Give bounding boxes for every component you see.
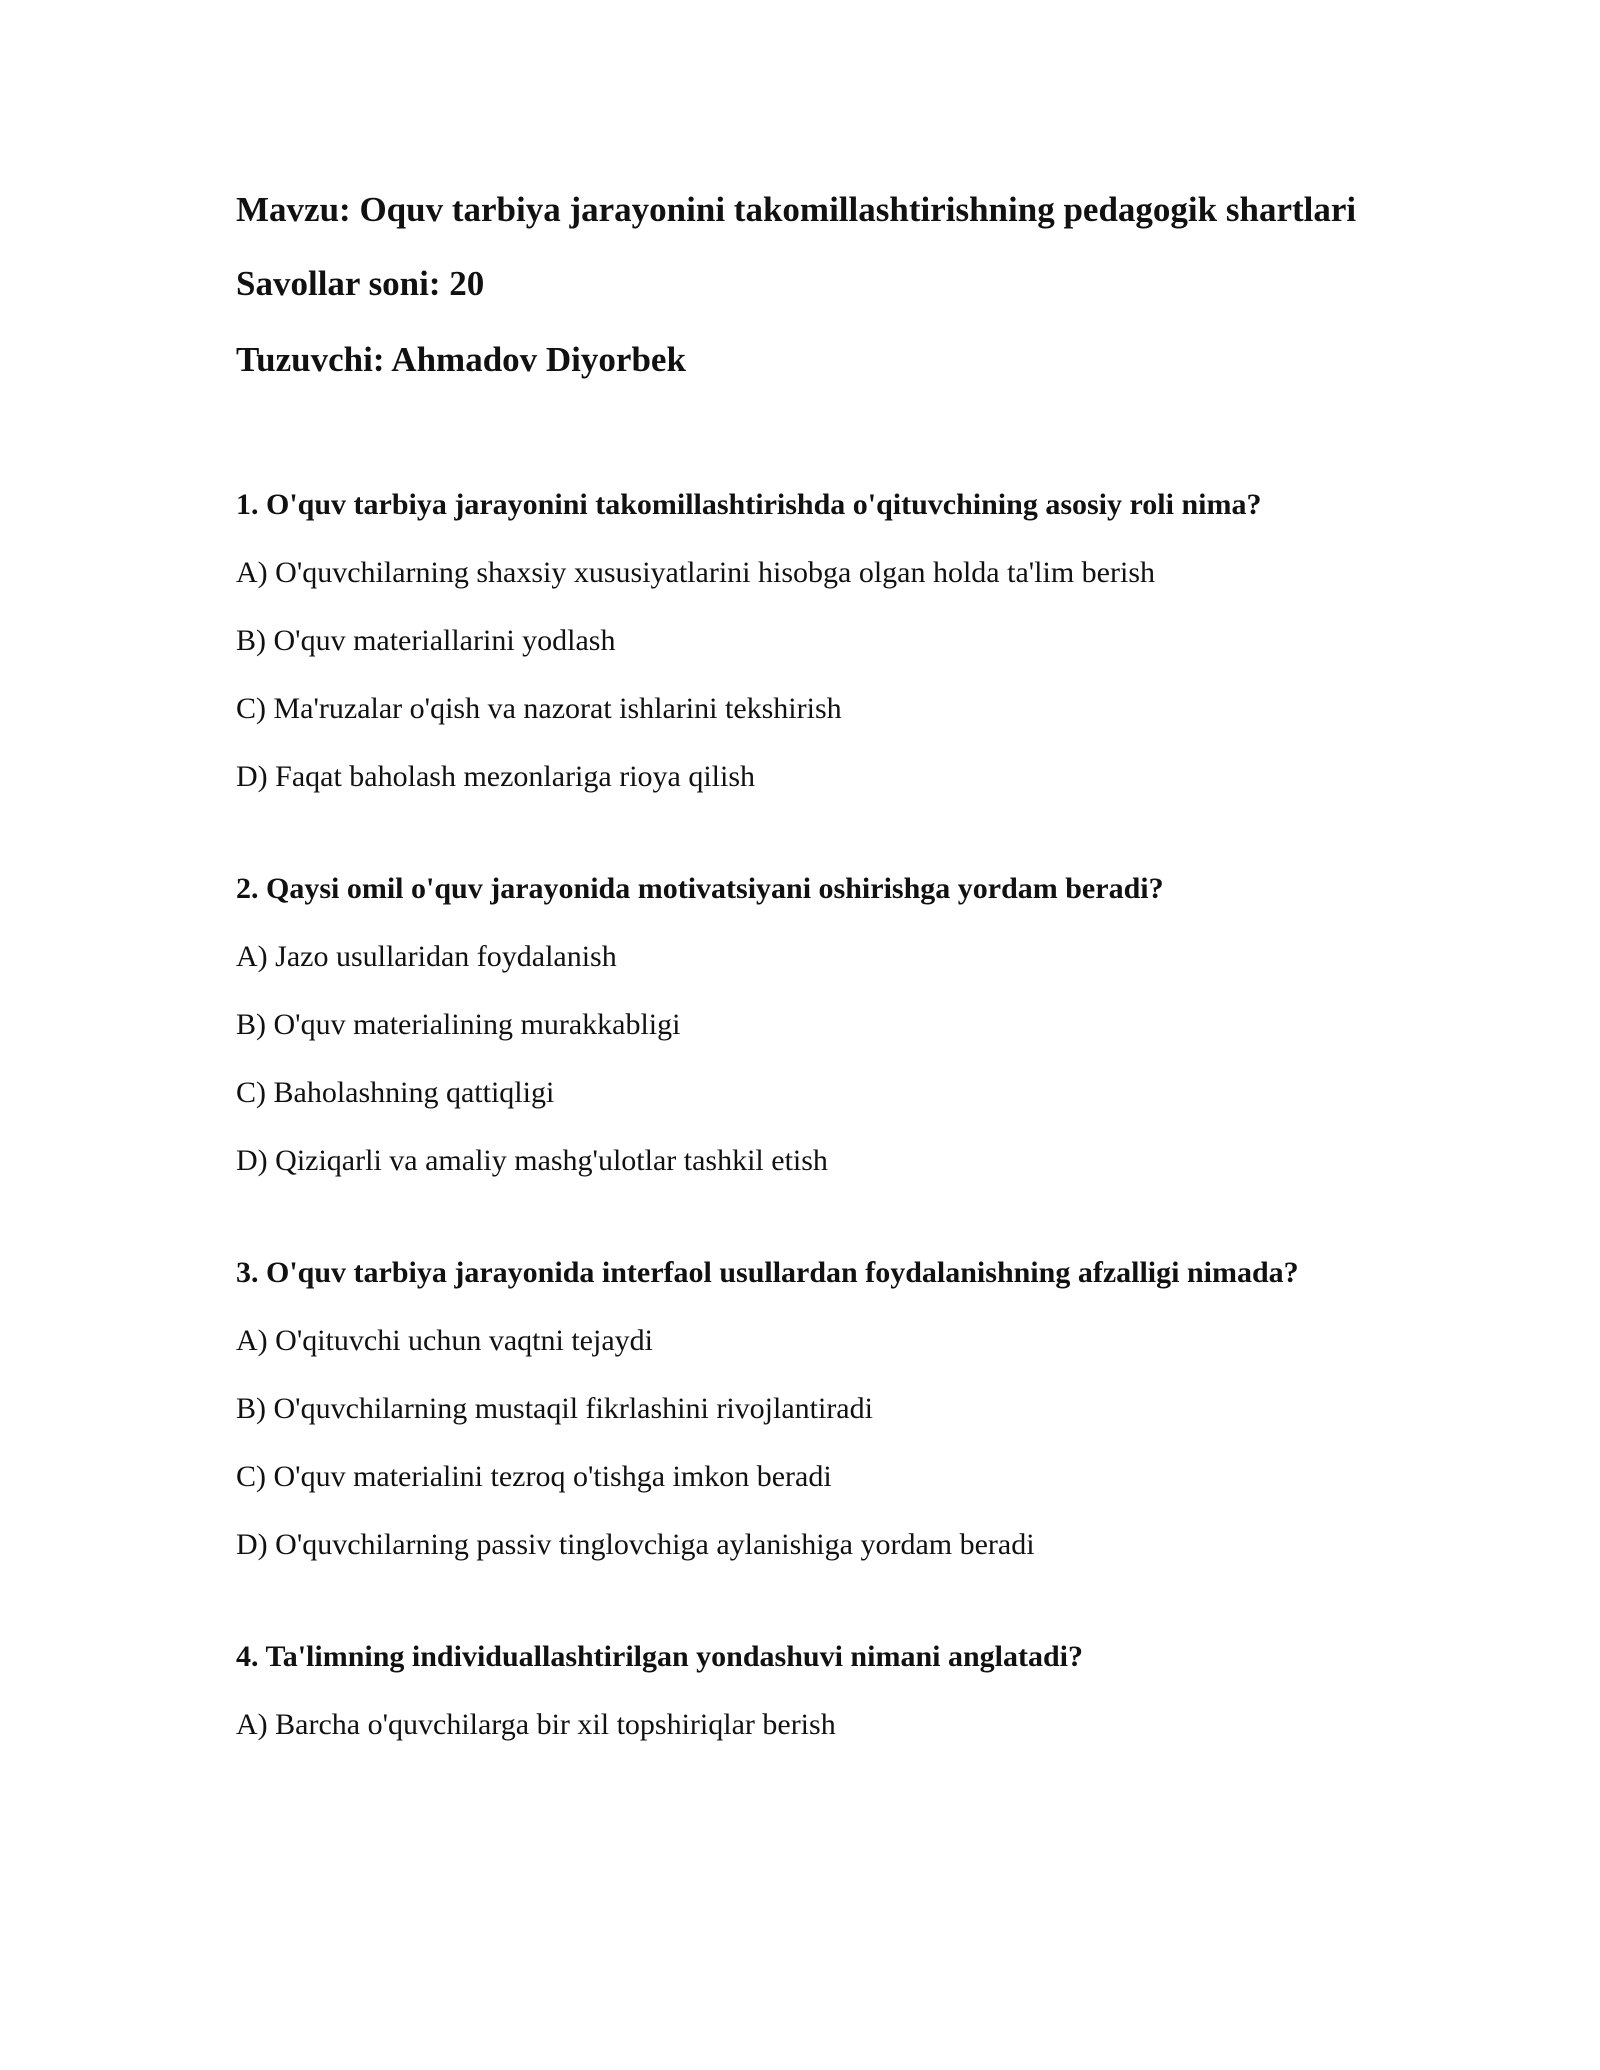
answer-option-c: C) O'quv materialini tezroq o'tishga imkon beradi <box>236 1460 832 1493</box>
answer-option-d: D) Qiziqarli va amaliy mashg'ulotlar tashkil etish <box>236 1144 828 1177</box>
answer-option-a: A) Barcha o'quvchilarga bir xil topshiriqlar berish <box>236 1708 836 1741</box>
question-block-1 <box>236 485 1386 797</box>
question-text: 2. Qaysi omil o'quv jarayonida motivatsiyani oshirishga yordam beradi? <box>236 872 1164 905</box>
document-title: Mavzu: Oquv tarbiya jarayonini takomillashtirishning pedagogik shartlari <box>236 190 1357 229</box>
answer-option-a: A) O'qituvchi uchun vaqtni tejaydi <box>236 1324 653 1357</box>
answer-option-d: D) O'quvchilarning passiv tinglovchiga aylanishiga yordam beradi <box>236 1528 1035 1561</box>
answer-option-a: A) O'quvchilarning shaxsiy xususiyatlarini hisobga olgan holda ta'lim berish <box>236 556 1155 589</box>
answer-option-c: C) Ma'ruzalar o'qish va nazorat ishlarini tekshirish <box>236 692 842 725</box>
answer-option-c: C) Baholashning qattiqligi <box>236 1076 555 1109</box>
answer-option-b: B) O'quv materialining murakkabligi <box>236 1008 681 1041</box>
answer-option-a: A) Jazo usullaridan foydalanish <box>236 940 617 973</box>
answer-option-b: B) O'quvchilarning mustaqil fikrlashini rivojlantiradi <box>236 1392 873 1425</box>
question-block-4 <box>236 1637 1386 1745</box>
author-line: Tuzuvchi: Ahmadov Diyorbek <box>236 340 686 379</box>
question-block-2 <box>236 869 1386 1181</box>
question-block-3 <box>236 1253 1386 1565</box>
answer-option-b: B) O'quv materiallarini yodlash <box>236 624 616 657</box>
question-count: Savollar soni: 20 <box>236 264 485 303</box>
question-text: 4. Ta'limning individuallashtirilgan yondashuvi nimani anglatadi? <box>236 1640 1083 1673</box>
answer-option-d: D) Faqat baholash mezonlariga rioya qilish <box>236 760 756 793</box>
question-text: 3. O'quv tarbiya jarayonida interfaol usullardan foydalanishning afzalligi nimada? <box>236 1256 1299 1289</box>
document-page <box>236 186 1386 1745</box>
question-text: 1. O'quv tarbiya jarayonini takomillashtirishda o'qituvchining asosiy roli nima? <box>236 488 1262 521</box>
